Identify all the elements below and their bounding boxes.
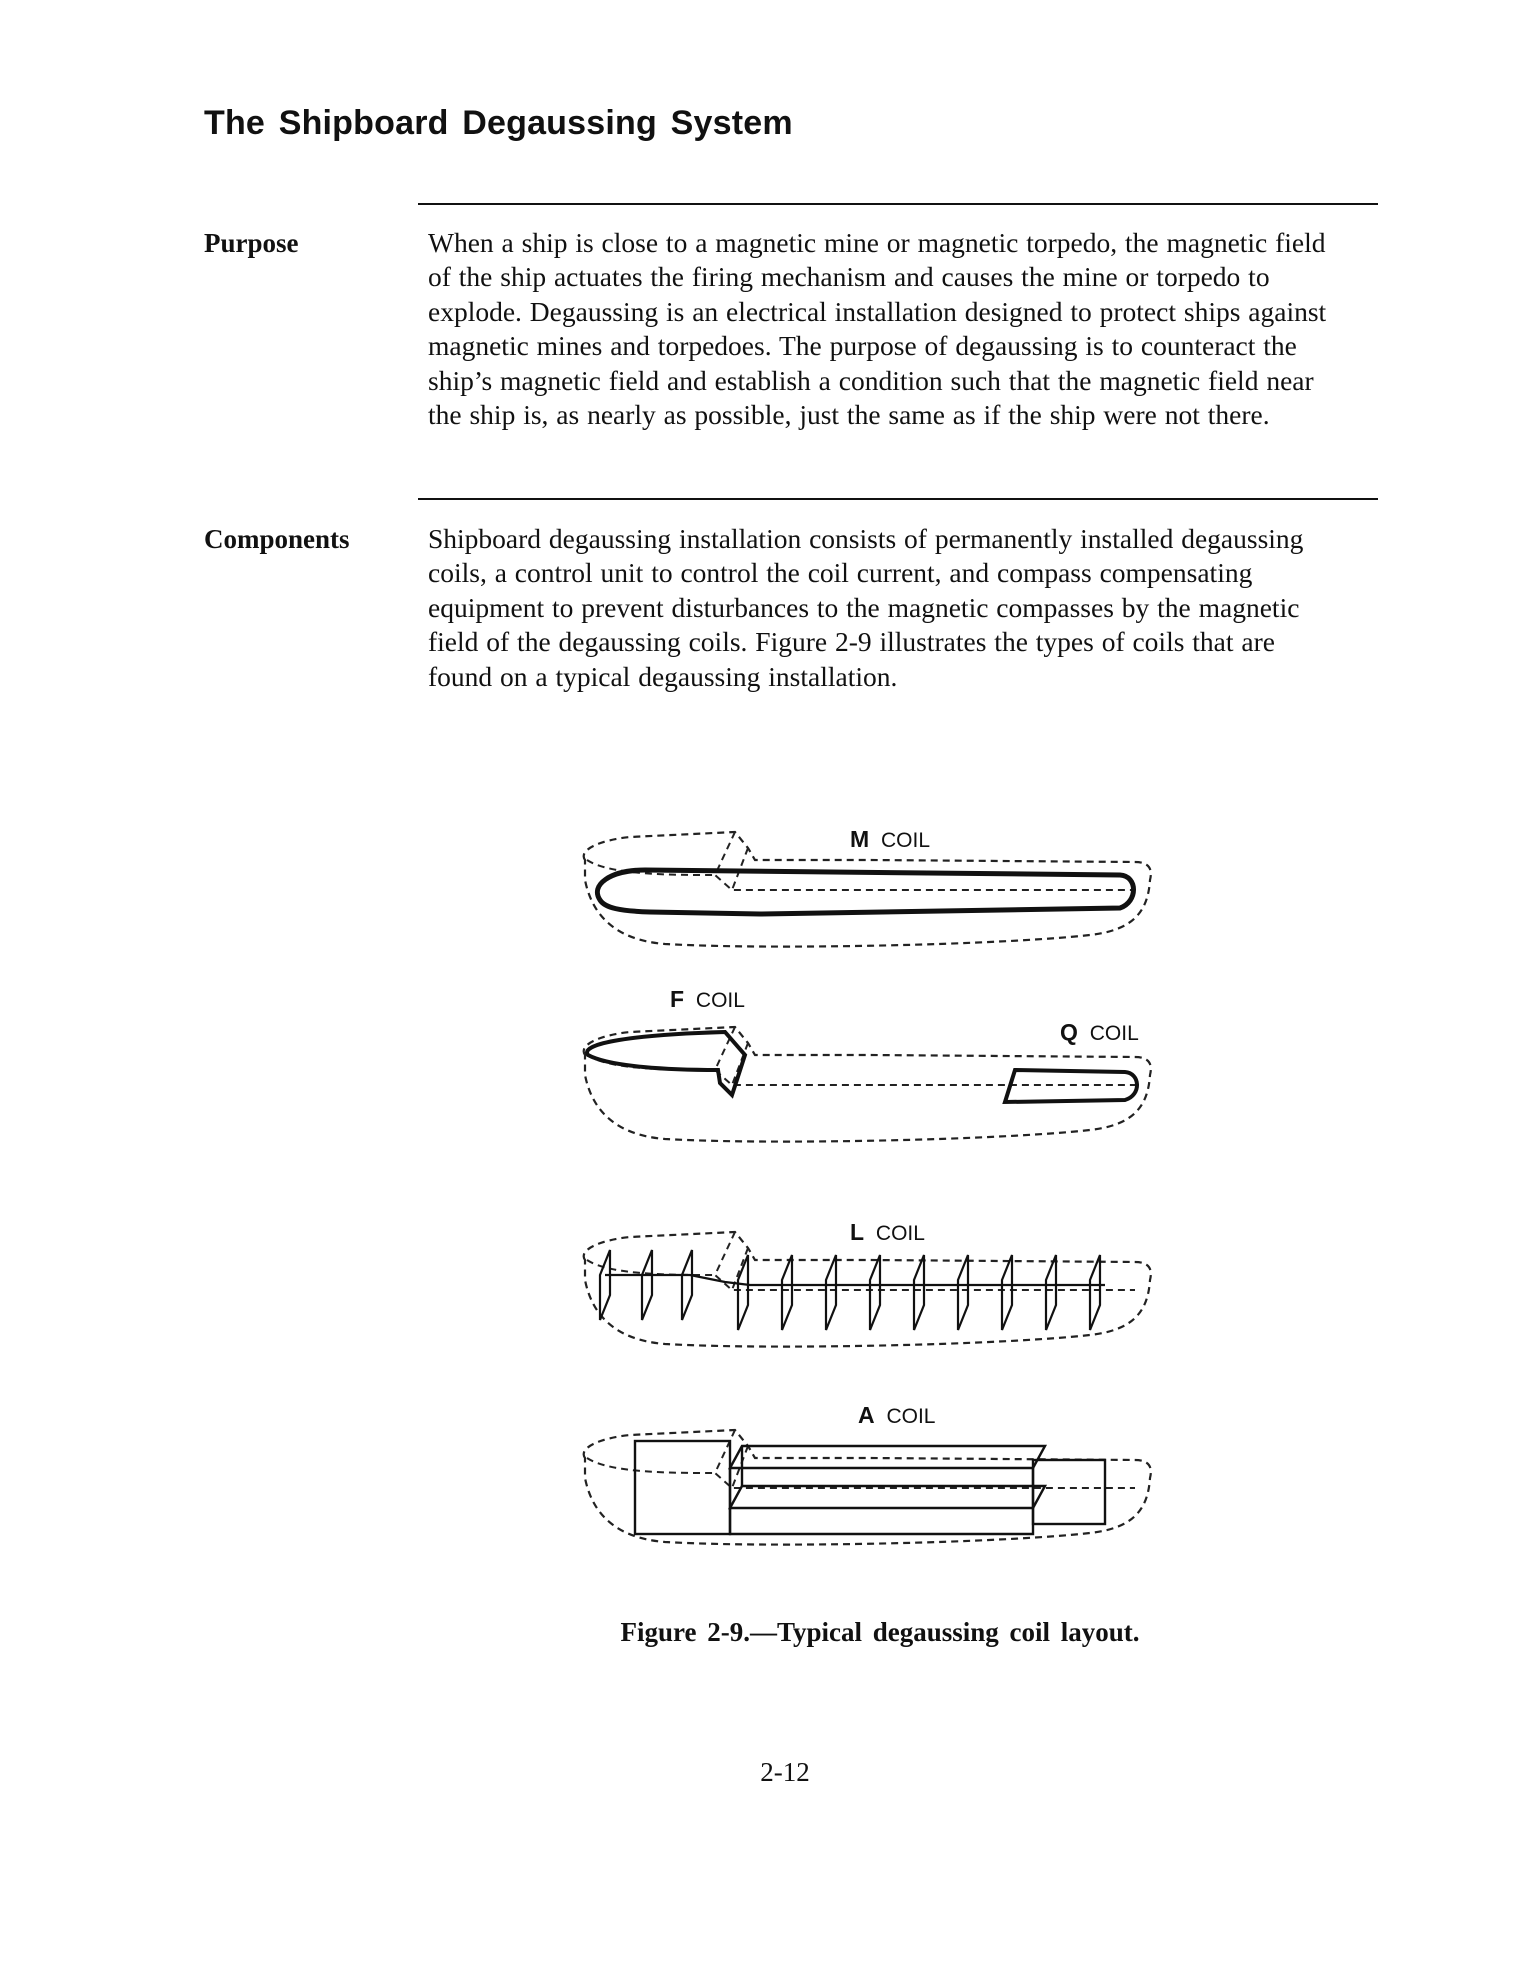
page-number: 2-12 [760,1757,810,1787]
q-coil-label: Q COIL [1060,1019,1139,1045]
f-coil-label: F COIL [670,986,745,1012]
page-title: The Shipboard Degaussing System [204,104,793,142]
a-coil-view [584,1402,1151,1545]
f-q-coil-view [584,986,1151,1142]
components-heading: Components [204,524,350,554]
figure-caption: Figure 2-9.—Typical degaussing coil layout. [620,1617,1140,1647]
coil-diagram [560,820,1160,1590]
purpose-paragraph: When a ship is close to a magnetic mine or magnetic torpedo, the magnetic field of the ship actuates the firing mechanism and causes the mine or torpedo to explode. Degaussing is an electrical installation designed to protect ships against magnetic mines and torpedoes. The purpose of degaussing is to counteract the ship’s magnetic field and establish a condition such that the magnetic field near the ship is, as nearly as possible, just the same as if the ship were not there. [428,227,1327,431]
f-coil-loop [587,1032,745,1095]
l-coil-view [584,1219,1151,1347]
section-divider-middle [418,498,1378,500]
a-coil-label: A COIL [858,1402,936,1428]
m-coil-label: M COIL [850,826,931,852]
l-coil-label: L COIL [850,1219,925,1245]
m-coil-view [584,826,1151,947]
m-coil-loop [597,870,1133,914]
degaussing-coil-figure [560,820,1160,1590]
section-divider-top [418,203,1378,205]
components-paragraph: Shipboard degaussing installation consists of permanently installed degaussing coils, a control unit to control the coil current, and compass compensating equipment to prevent disturbances to the magnetic compasses by the magnetic field of the degaussing coils. Figure 2-9 illustrates the types of coils that are found on a typical degaussing installation. [428,523,1304,692]
purpose-heading: Purpose [204,228,299,258]
